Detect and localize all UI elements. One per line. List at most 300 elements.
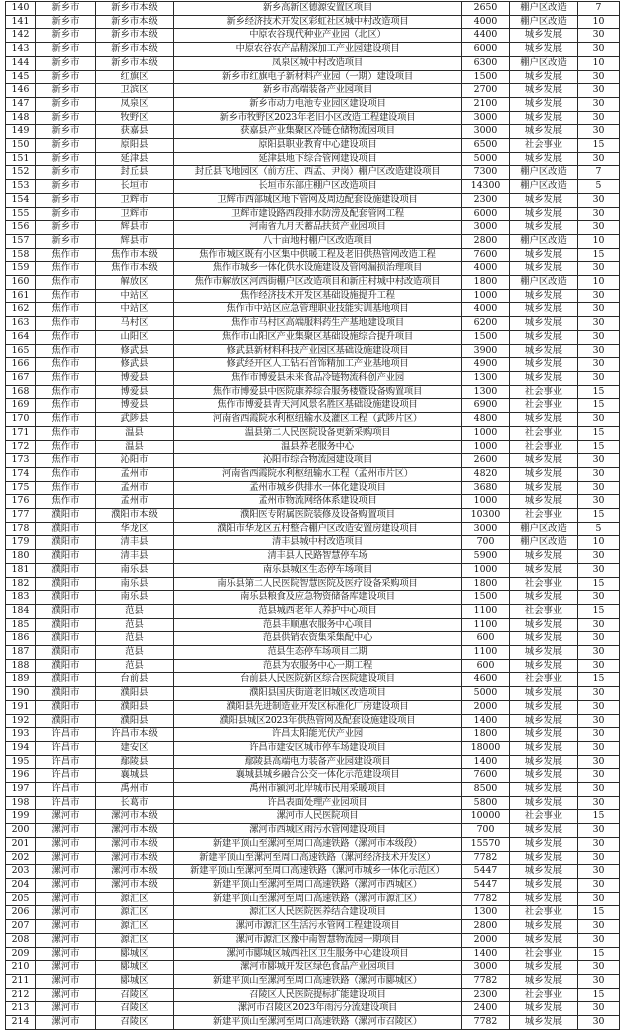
table-row	[6, 920, 620, 934]
city-cell: 焦作市	[36, 371, 96, 385]
row-number: 179	[6, 536, 36, 550]
benchmark-cell: 30	[578, 563, 620, 577]
county-cell: 获嘉县	[96, 125, 174, 139]
category-cell: 城乡发展	[510, 741, 578, 755]
category-cell: 棚户区改造	[510, 234, 578, 248]
city-cell: 新乡市	[36, 29, 96, 43]
row-number: 197	[6, 783, 36, 797]
benchmark-cell: 30	[578, 933, 620, 947]
benchmark-cell: 15	[578, 248, 620, 262]
benchmark-cell: 30	[578, 481, 620, 495]
category-cell: 城乡发展	[510, 303, 578, 317]
row-number: 175	[6, 481, 36, 495]
category-cell: 城乡发展	[510, 467, 578, 481]
investment-cell: 2000	[462, 933, 510, 947]
benchmark-cell: 15	[578, 426, 620, 440]
table-row	[6, 769, 620, 783]
city-cell: 许昌市	[36, 728, 96, 742]
project-name-cell: 范县城西老年人养护中心项目	[174, 604, 462, 618]
city-cell: 焦作市	[36, 317, 96, 331]
table-row	[6, 193, 620, 207]
table-row	[6, 426, 620, 440]
county-cell: 郾城区	[96, 961, 174, 975]
benchmark-cell: 15	[578, 810, 620, 824]
category-cell: 城乡发展	[510, 152, 578, 166]
benchmark-cell: 30	[578, 837, 620, 851]
table-row	[6, 2, 620, 16]
county-cell: 濮阳市本级	[96, 509, 174, 523]
project-name-cell: 新乡市高端装备产业园项目	[174, 84, 462, 98]
county-cell: 源汇区	[96, 906, 174, 920]
investment-cell: 6200	[462, 317, 510, 331]
row-number: 144	[6, 56, 36, 70]
county-cell: 郾城区	[96, 974, 174, 988]
table-row	[6, 276, 620, 290]
category-cell: 城乡发展	[510, 289, 578, 303]
project-name-cell: 温县第二人民医院设备更新采购项目	[174, 426, 462, 440]
row-number: 211	[6, 974, 36, 988]
investment-cell: 7600	[462, 248, 510, 262]
row-number: 150	[6, 139, 36, 153]
city-cell: 濮阳市	[36, 673, 96, 687]
project-name-cell: 许昌太阳能光伏产业园	[174, 728, 462, 742]
project-name-cell: 原阳县职业教育中心建设项目	[174, 139, 462, 153]
row-number: 163	[6, 317, 36, 331]
category-cell: 城乡发展	[510, 454, 578, 468]
table-row	[6, 618, 620, 632]
benchmark-cell: 30	[578, 865, 620, 879]
row-number: 147	[6, 97, 36, 111]
category-cell: 城乡发展	[510, 111, 578, 125]
benchmark-cell: 7	[578, 166, 620, 180]
row-number: 171	[6, 426, 36, 440]
investment-cell: 10000	[462, 810, 510, 824]
benchmark-cell: 15	[578, 947, 620, 961]
row-number: 214	[6, 1016, 36, 1030]
county-cell: 牧野区	[96, 111, 174, 125]
investment-cell: 1000	[462, 495, 510, 509]
benchmark-cell: 30	[578, 262, 620, 276]
investment-cell: 2600	[462, 454, 510, 468]
category-cell: 城乡发展	[510, 783, 578, 797]
county-cell: 马村区	[96, 317, 174, 331]
city-cell: 新乡市	[36, 125, 96, 139]
investment-cell: 2800	[462, 234, 510, 248]
project-name-cell: 漯河市西城区雨污水管网建设项目	[174, 824, 462, 838]
investment-cell: 1100	[462, 646, 510, 660]
county-cell: 召陵区	[96, 988, 174, 1002]
project-name-cell: 漯河市人民医院项目	[174, 810, 462, 824]
benchmark-cell: 30	[578, 892, 620, 906]
city-cell: 新乡市	[36, 180, 96, 194]
county-cell: 新乡市本级	[96, 2, 174, 16]
category-cell: 城乡发展	[510, 961, 578, 975]
benchmark-cell: 10	[578, 536, 620, 550]
table-row	[6, 440, 620, 454]
project-name-cell: 漯河市郾城区城西社区卫生服务中心建设项目	[174, 947, 462, 961]
benchmark-cell: 15	[578, 577, 620, 591]
city-cell: 许昌市	[36, 783, 96, 797]
table-row	[6, 974, 620, 988]
table-row	[6, 303, 620, 317]
category-cell: 城乡发展	[510, 262, 578, 276]
table-row	[6, 604, 620, 618]
project-name-cell: 濮阳县国庆街道老旧城区改造项目	[174, 687, 462, 701]
investment-cell: 7782	[462, 851, 510, 865]
category-cell: 城乡发展	[510, 974, 578, 988]
project-name-cell: 河南省九月天蓄品扶贫产业园项目	[174, 221, 462, 235]
benchmark-cell: 30	[578, 1002, 620, 1016]
city-cell: 漯河市	[36, 879, 96, 893]
benchmark-cell: 30	[578, 193, 620, 207]
investment-cell: 5900	[462, 550, 510, 564]
row-number: 193	[6, 728, 36, 742]
benchmark-cell: 30	[578, 413, 620, 427]
project-name-cell: 凤泉区城中村改造项目	[174, 56, 462, 70]
project-name-cell: 八十亩地村棚户区改造项目	[174, 234, 462, 248]
project-name-cell: 新建平顶山至漯河至周口高速铁路（漯河市城乡一体化示范区）	[174, 865, 462, 879]
project-table	[5, 1, 620, 1030]
row-number: 151	[6, 152, 36, 166]
county-cell: 新乡市本级	[96, 29, 174, 43]
city-cell: 濮阳市	[36, 563, 96, 577]
benchmark-cell: 30	[578, 591, 620, 605]
category-cell: 城乡发展	[510, 837, 578, 851]
category-cell: 棚户区改造	[510, 522, 578, 536]
row-number: 140	[6, 2, 36, 16]
city-cell: 濮阳市	[36, 618, 96, 632]
county-cell: 新乡市本级	[96, 56, 174, 70]
table-row	[6, 659, 620, 673]
project-name-cell: 南乐县城区生态停车场项目	[174, 563, 462, 577]
investment-cell: 7782	[462, 1016, 510, 1030]
project-name-cell: 鄢陵县高端电力装备产业园建设项目	[174, 755, 462, 769]
row-number: 173	[6, 454, 36, 468]
table-row	[6, 166, 620, 180]
row-number: 167	[6, 371, 36, 385]
project-name-cell: 孟州市物流网络体系建设项目	[174, 495, 462, 509]
county-cell: 范县	[96, 618, 174, 632]
benchmark-cell: 30	[578, 495, 620, 509]
city-cell: 漯河市	[36, 1002, 96, 1016]
category-cell: 城乡发展	[510, 97, 578, 111]
city-cell: 新乡市	[36, 166, 96, 180]
county-cell: 漯河市本级	[96, 810, 174, 824]
row-number: 195	[6, 755, 36, 769]
table-row	[6, 248, 620, 262]
project-name-cell: 焦作市中站区应急管理职业技能实训基地项目	[174, 303, 462, 317]
investment-cell: 10300	[462, 509, 510, 523]
benchmark-cell: 30	[578, 632, 620, 646]
benchmark-cell: 30	[578, 618, 620, 632]
county-cell: 漯河市本级	[96, 851, 174, 865]
benchmark-cell: 30	[578, 207, 620, 221]
city-cell: 焦作市	[36, 440, 96, 454]
benchmark-cell: 15	[578, 139, 620, 153]
table-row	[6, 714, 620, 728]
category-cell: 棚户区改造	[510, 276, 578, 290]
city-cell: 焦作市	[36, 276, 96, 290]
category-cell: 社会事业	[510, 385, 578, 399]
county-cell: 焦作市本级	[96, 262, 174, 276]
benchmark-cell: 30	[578, 358, 620, 372]
table-row	[6, 728, 620, 742]
county-cell: 长垣市	[96, 180, 174, 194]
benchmark-cell: 30	[578, 783, 620, 797]
investment-cell: 600	[462, 632, 510, 646]
row-number: 161	[6, 289, 36, 303]
row-number: 143	[6, 43, 36, 57]
benchmark-cell: 30	[578, 646, 620, 660]
county-cell: 台前县	[96, 673, 174, 687]
category-cell: 城乡发展	[510, 344, 578, 358]
city-cell: 漯河市	[36, 810, 96, 824]
project-name-cell: 漯河市源汇区豫中南智慧物流园一期项目	[174, 933, 462, 947]
project-name-cell: 卫辉市建设路西段排水防涝及配套管网工程	[174, 207, 462, 221]
row-number: 142	[6, 29, 36, 43]
city-cell: 焦作市	[36, 399, 96, 413]
county-cell: 源汇区	[96, 933, 174, 947]
investment-cell: 6500	[462, 139, 510, 153]
city-cell: 漯河市	[36, 988, 96, 1002]
investment-cell: 1000	[462, 440, 510, 454]
table-row	[6, 796, 620, 810]
category-cell: 城乡发展	[510, 193, 578, 207]
investment-cell: 1400	[462, 755, 510, 769]
project-name-cell: 新乡市红旗电子新材料产业园（一期）建设项目	[174, 70, 462, 84]
row-number: 200	[6, 824, 36, 838]
benchmark-cell: 30	[578, 70, 620, 84]
investment-cell: 7782	[462, 892, 510, 906]
county-cell: 南乐县	[96, 563, 174, 577]
category-cell: 城乡发展	[510, 591, 578, 605]
county-cell: 孟州市	[96, 495, 174, 509]
county-cell: 博爱县	[96, 385, 174, 399]
city-cell: 新乡市	[36, 207, 96, 221]
county-cell: 辉县市	[96, 234, 174, 248]
city-cell: 新乡市	[36, 84, 96, 98]
project-name-cell: 清丰县人民路智慧停车场	[174, 550, 462, 564]
row-number: 192	[6, 714, 36, 728]
county-cell: 漯河市本级	[96, 865, 174, 879]
table-row	[6, 509, 620, 523]
investment-cell: 600	[462, 659, 510, 673]
project-name-cell: 长垣市东部庄棚户区改造项目	[174, 180, 462, 194]
category-cell: 城乡发展	[510, 481, 578, 495]
project-name-cell: 中原农谷农产品精深加工产业园建设项目	[174, 43, 462, 57]
project-name-cell: 新建平顶山至漯河至周口高速铁路（漯河经济技术开发区）	[174, 851, 462, 865]
investment-cell: 5000	[462, 687, 510, 701]
city-cell: 濮阳市	[36, 577, 96, 591]
investment-cell: 1800	[462, 577, 510, 591]
county-cell: 召陵区	[96, 1002, 174, 1016]
city-cell: 漯河市	[36, 865, 96, 879]
row-number: 187	[6, 646, 36, 660]
investment-cell: 4000	[462, 303, 510, 317]
table-row	[6, 29, 620, 43]
project-name-cell: 焦作市博爱县中医院康养综合服务楼暨设备购置项目	[174, 385, 462, 399]
row-number: 213	[6, 1002, 36, 1016]
row-number: 184	[6, 604, 36, 618]
county-cell: 博爱县	[96, 399, 174, 413]
table-row	[6, 988, 620, 1002]
category-cell: 城乡发展	[510, 632, 578, 646]
project-name-cell: 新乡高新区德源安置区项目	[174, 2, 462, 16]
table-row	[6, 139, 620, 153]
category-cell: 城乡发展	[510, 728, 578, 742]
investment-cell: 4000	[462, 15, 510, 29]
table-row	[6, 851, 620, 865]
category-cell: 城乡发展	[510, 920, 578, 934]
table-row	[6, 810, 620, 824]
investment-cell: 1000	[462, 563, 510, 577]
project-name-cell: 濮阳县城区2023年供热管网及配套设施建设项目	[174, 714, 462, 728]
table-row	[6, 879, 620, 893]
row-number: 152	[6, 166, 36, 180]
investment-cell: 700	[462, 536, 510, 550]
county-cell: 濮阳县	[96, 700, 174, 714]
table-row	[6, 700, 620, 714]
investment-cell: 2000	[462, 700, 510, 714]
investment-cell: 1000	[462, 289, 510, 303]
benchmark-cell: 30	[578, 43, 620, 57]
city-cell: 漯河市	[36, 837, 96, 851]
investment-cell: 6000	[462, 207, 510, 221]
benchmark-cell: 30	[578, 467, 620, 481]
table-row	[6, 481, 620, 495]
county-cell: 清丰县	[96, 550, 174, 564]
table-row	[6, 56, 620, 70]
benchmark-cell: 30	[578, 659, 620, 673]
benchmark-cell: 5	[578, 180, 620, 194]
category-cell: 社会事业	[510, 139, 578, 153]
project-name-cell: 获嘉县产业集聚区冷链仓储物流园项目	[174, 125, 462, 139]
benchmark-cell: 30	[578, 824, 620, 838]
city-cell: 焦作市	[36, 262, 96, 276]
investment-cell: 7782	[462, 974, 510, 988]
benchmark-cell: 10	[578, 15, 620, 29]
city-cell: 焦作市	[36, 426, 96, 440]
category-cell: 城乡发展	[510, 43, 578, 57]
city-cell: 漯河市	[36, 920, 96, 934]
row-number: 164	[6, 330, 36, 344]
category-cell: 社会事业	[510, 810, 578, 824]
category-cell: 城乡发展	[510, 865, 578, 879]
table-row	[6, 15, 620, 29]
project-name-cell: 襄城县城乡融合公交一体化示范建设项目	[174, 769, 462, 783]
county-cell: 范县	[96, 659, 174, 673]
category-cell: 城乡发展	[510, 125, 578, 139]
county-cell: 温县	[96, 440, 174, 454]
project-name-cell: 焦作市山阳区产业集聚区基础设施综合提升项目	[174, 330, 462, 344]
row-number: 154	[6, 193, 36, 207]
row-number: 194	[6, 741, 36, 755]
city-cell: 濮阳市	[36, 659, 96, 673]
table-row	[6, 344, 620, 358]
benchmark-cell: 30	[578, 317, 620, 331]
row-number: 157	[6, 234, 36, 248]
benchmark-cell: 30	[578, 961, 620, 975]
table-row	[6, 646, 620, 660]
county-cell: 武陟县	[96, 413, 174, 427]
row-number: 168	[6, 385, 36, 399]
document-page	[5, 1, 619, 1030]
table-row	[6, 180, 620, 194]
investment-cell: 1100	[462, 618, 510, 632]
table-row	[6, 43, 620, 57]
table-row	[6, 550, 620, 564]
county-cell: 漯河市本级	[96, 824, 174, 838]
investment-cell: 2100	[462, 97, 510, 111]
investment-cell: 3000	[462, 221, 510, 235]
table-row	[6, 783, 620, 797]
city-cell: 焦作市	[36, 248, 96, 262]
project-name-cell: 范县供销农资集采集配中心	[174, 632, 462, 646]
benchmark-cell: 15	[578, 385, 620, 399]
investment-cell: 1500	[462, 70, 510, 84]
city-cell: 许昌市	[36, 769, 96, 783]
benchmark-cell: 30	[578, 221, 620, 235]
city-cell: 漯河市	[36, 961, 96, 975]
benchmark-cell: 10	[578, 234, 620, 248]
category-cell: 城乡发展	[510, 1016, 578, 1030]
benchmark-cell: 30	[578, 920, 620, 934]
benchmark-cell: 30	[578, 330, 620, 344]
row-number: 155	[6, 207, 36, 221]
city-cell: 焦作市	[36, 495, 96, 509]
county-cell: 范县	[96, 646, 174, 660]
benchmark-cell: 30	[578, 97, 620, 111]
category-cell: 社会事业	[510, 906, 578, 920]
table-row	[6, 207, 620, 221]
benchmark-cell: 30	[578, 111, 620, 125]
category-cell: 城乡发展	[510, 755, 578, 769]
city-cell: 焦作市	[36, 330, 96, 344]
investment-cell: 1500	[462, 591, 510, 605]
county-cell: 许昌市本级	[96, 728, 174, 742]
row-number: 186	[6, 632, 36, 646]
row-number: 208	[6, 933, 36, 947]
row-number: 158	[6, 248, 36, 262]
row-number: 160	[6, 276, 36, 290]
category-cell: 棚户区改造	[510, 2, 578, 16]
benchmark-cell: 15	[578, 906, 620, 920]
project-name-cell: 焦作市城区既有小区集中供暖工程及老旧供热管网改造工程	[174, 248, 462, 262]
row-number: 196	[6, 769, 36, 783]
project-name-cell: 漯河市郾城开发区绿色食品产业园项目	[174, 961, 462, 975]
investment-cell: 4000	[462, 262, 510, 276]
category-cell: 社会事业	[510, 577, 578, 591]
benchmark-cell: 30	[578, 125, 620, 139]
row-number: 198	[6, 796, 36, 810]
table-row	[6, 1016, 620, 1030]
table-row	[6, 741, 620, 755]
project-name-cell: 召陵区人民医院提标扩能建设项目	[174, 988, 462, 1002]
table-row	[6, 536, 620, 550]
row-number: 203	[6, 865, 36, 879]
investment-cell: 5000	[462, 152, 510, 166]
table-row	[6, 824, 620, 838]
county-cell: 濮阳县	[96, 687, 174, 701]
category-cell: 社会事业	[510, 399, 578, 413]
table-row	[6, 673, 620, 687]
investment-cell: 5800	[462, 796, 510, 810]
row-number: 146	[6, 84, 36, 98]
benchmark-cell: 15	[578, 440, 620, 454]
row-number: 169	[6, 399, 36, 413]
county-cell: 辉县市	[96, 221, 174, 235]
project-name-cell: 新建平顶山至漯河至周口高速铁路（漯河市西城区）	[174, 879, 462, 893]
